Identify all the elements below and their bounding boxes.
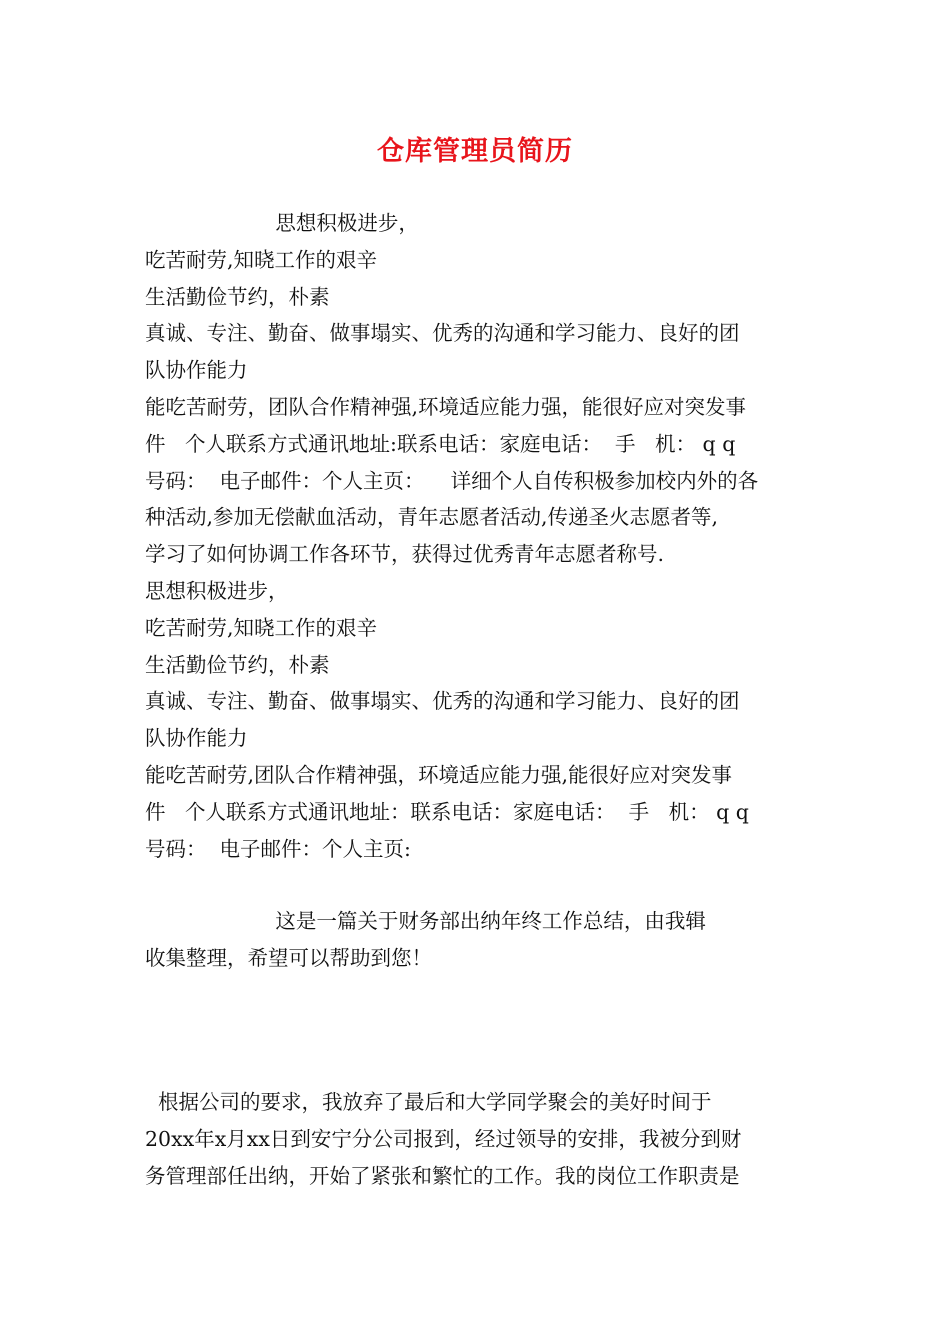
paragraph-gap <box>145 977 807 1084</box>
summary-line: 根据公司的要求，我放弃了最后和大学同学聚会的美好时间于 <box>145 1089 712 1114</box>
body-line: 生活勤俭节约，朴素 <box>145 652 330 677</box>
document-body <box>145 205 807 1194</box>
summary-line: 务管理部任出纳，开始了紧张和繁忙的工作。我的岗位工作职责是 <box>145 1163 740 1188</box>
body-line: 件 个人联系方式通讯地址：联系电话：家庭电话： 手 机： q q <box>145 799 749 824</box>
body-line: 吃苦耐劳,知晓工作的艰辛 <box>145 615 378 640</box>
body-line: 吃苦耐劳,知晓工作的艰辛 <box>145 247 378 272</box>
intro-line: 这是一篇关于财务部出纳年终工作总结，由我辑 <box>145 909 706 934</box>
body-line: 件 个人联系方式通讯地址:联系电话：家庭电话： 手 机： q q <box>145 431 736 456</box>
body-line: 真诚、专注、勤奋、做事塌实、优秀的沟通和学习能力、良好的团 <box>145 321 740 346</box>
document-title: 仓库管理员简历 <box>377 136 573 167</box>
paragraph-gap <box>145 867 807 903</box>
body-line: 能吃苦耐劳,团队合作精神强，环境适应能力强,能很好应对突发事 <box>145 762 733 787</box>
body-line: 队协作能力 <box>145 358 248 383</box>
body-line: 生活勤俭节约，朴素 <box>145 284 330 309</box>
body-line: 思想积极进步， <box>145 211 419 235</box>
body-line: 学习了如何协调工作各环节，获得过优秀青年志愿者称号. <box>145 542 665 567</box>
body-line: 思想积极进步， <box>145 578 289 603</box>
body-line: 真诚、专注、勤奋、做事塌实、优秀的沟通和学习能力、良好的团 <box>145 689 740 714</box>
body-line: 能吃苦耐劳，团队合作精神强,环境适应能力强，能很好应对突发事 <box>145 394 747 419</box>
summary-line: 20xx年x月xx日到安宁分公司报到，经过领导的安排，我被分到财 <box>145 1126 742 1151</box>
body-line: 队协作能力 <box>145 726 248 751</box>
intro-line: 收集整理，希望可以帮助到您！ <box>145 946 432 971</box>
body-line: 种活动,参加无偿献血活动，青年志愿者活动,传递圣火志愿者等, <box>145 505 719 530</box>
body-line: 号码： 电子邮件：个人主页： 详细个人自传积极参加校内外的各 <box>145 468 759 493</box>
body-line: 号码： 电子邮件：个人主页: <box>145 836 411 861</box>
